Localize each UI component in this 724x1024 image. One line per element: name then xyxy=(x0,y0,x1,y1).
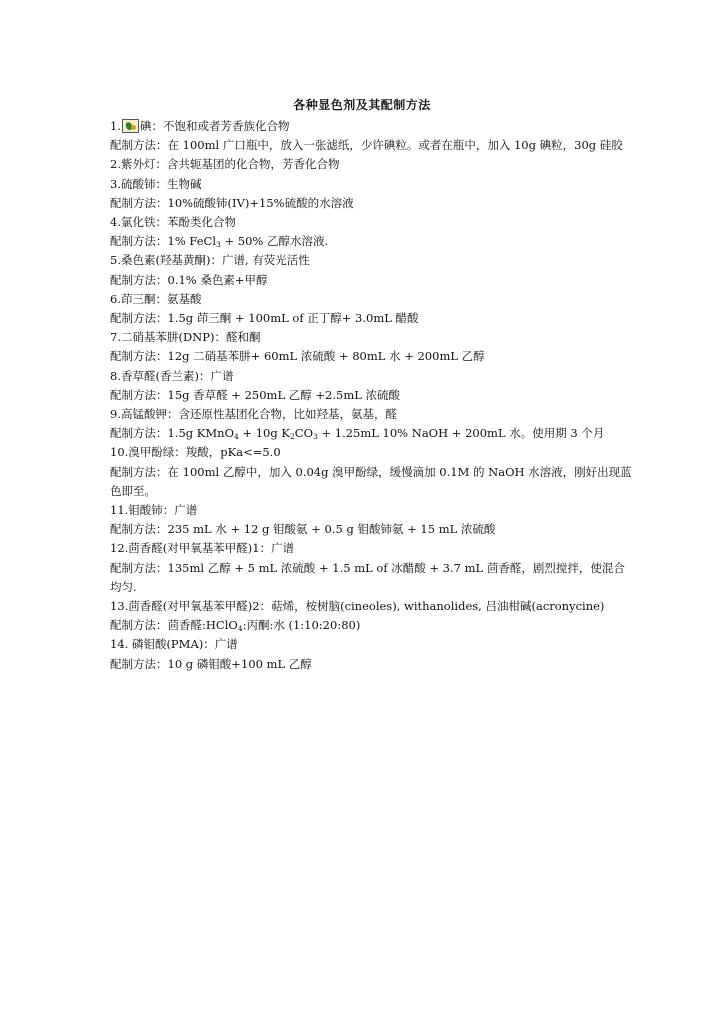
item-heading: 14. 磷钼酸(PMA)：广谱 xyxy=(110,637,238,652)
item-heading: 9.高锰酸钾：含还原性基团化合物，比如羟基，氨基，醛 xyxy=(110,407,397,422)
method-text: + 1.25mL 10% NaOH + 200mL 水。使用期 3 个月 xyxy=(317,426,605,441)
item-heading: 12.茴香醛(对甲氧基苯甲醛)1：广谱 xyxy=(110,541,295,556)
subscript: 2 xyxy=(290,432,295,442)
item-heading xyxy=(110,117,635,136)
item-heading: 4.氯化铁：苯酚类化合物 xyxy=(110,215,236,230)
item-method xyxy=(110,232,635,251)
item-heading: 7.二硝基苯肼(DNP)：醛和酮 xyxy=(110,330,261,345)
item-method: 配制方法：235 mL 水 + 12 g 钼酸氨 + 0.5 g 钼酸铈氨 + 15 mL 浓硫酸 xyxy=(110,522,496,537)
subscript: 3 xyxy=(313,432,318,442)
item-method: 配制方法：0.1% 桑色素+甲醇 xyxy=(110,272,268,287)
item-heading: 6.茚三酮：氨基酸 xyxy=(110,291,202,306)
method-text: :丙酮:水 (1:10:20:80) xyxy=(242,618,361,633)
item-method: 配制方法：1.5g 茚三酮 + 100mL of 正丁醇+ 3.0mL 醋酸 xyxy=(110,311,419,326)
subscript: 3 xyxy=(216,240,221,250)
item-number: 1. xyxy=(110,119,121,133)
item-heading: 8.香草醛(香兰素)：广谱 xyxy=(110,368,234,383)
item-method: 配制方法：10 g 磷钼酸+100 mL 乙醇 xyxy=(110,656,312,671)
document-body xyxy=(110,117,635,674)
method-text: + 10g K xyxy=(238,426,290,441)
item-heading-text: 碘：不饱和或者芳香族化合物 xyxy=(139,119,290,133)
item-method: 配制方法：在 100ml 乙醇中，加入 0.04g 溴甲酚绿，缓慢滴加 0.1M 的 NaOH 水溶液，刚好出现蓝色即至。 xyxy=(110,464,632,498)
item-heading: 3.硫酸铈：生物碱 xyxy=(110,176,202,191)
embedded-object-icon[interactable] xyxy=(122,119,139,133)
method-text: 配制方法：1.5g KMnO xyxy=(110,426,235,441)
method-text: 配制方法：1% FeCl xyxy=(110,234,217,249)
subscript: 4 xyxy=(237,624,243,634)
item-method: 配制方法：135ml 乙醇 + 5 mL 浓硫酸 + 1.5 mL of 冰醋酸 + 3.7 mL 茴香醛，剧烈搅拌，使混合均匀. xyxy=(110,560,625,594)
document-title: 各种显色剂及其配制方法 xyxy=(293,98,431,112)
item-heading: 13.茴香醛(对甲氧基苯甲醛)2：萜烯，桉树脑(cineoles), withanolides, 吕油柑碱(acronycine) xyxy=(110,599,605,614)
method-text: + 50% 乙醇水溶液. xyxy=(220,234,329,249)
item-heading: 5.桑色素(羟基黄酮)：广谱, 有荧光活性 xyxy=(110,253,310,268)
item-method xyxy=(110,424,635,443)
item-heading: 2.紫外灯：含共轭基团的化合物，芳香化合物 xyxy=(110,157,340,172)
item-method: 配制方法：10%硫酸铈(IV)+15%硫酸的水溶液 xyxy=(110,195,354,210)
item-method xyxy=(110,616,635,635)
item-heading: 10.溴甲酚绿：羧酸，pKa<=5.0 xyxy=(110,445,281,460)
item-method: 配制方法：15g 香草醛 + 250mL 乙醇 +2.5mL 浓硫酸 xyxy=(110,387,401,402)
item-method: 配制方法：在 100ml 广口瓶中，放入一张滤纸，少许碘粒。或者在瓶中，加入 10g 碘粒，30g 硅胶 xyxy=(110,138,623,153)
method-text: 配制方法：茴香醛:HClO xyxy=(110,618,238,633)
method-text: CO xyxy=(294,426,314,441)
item-heading: 11.钼酸铈：广谱 xyxy=(110,503,198,518)
item-method: 配制方法：12g 二硝基苯肼+ 60mL 浓硫酸 + 80mL 水 + 200mL 乙醇 xyxy=(110,349,485,364)
subscript: 4 xyxy=(234,432,239,442)
